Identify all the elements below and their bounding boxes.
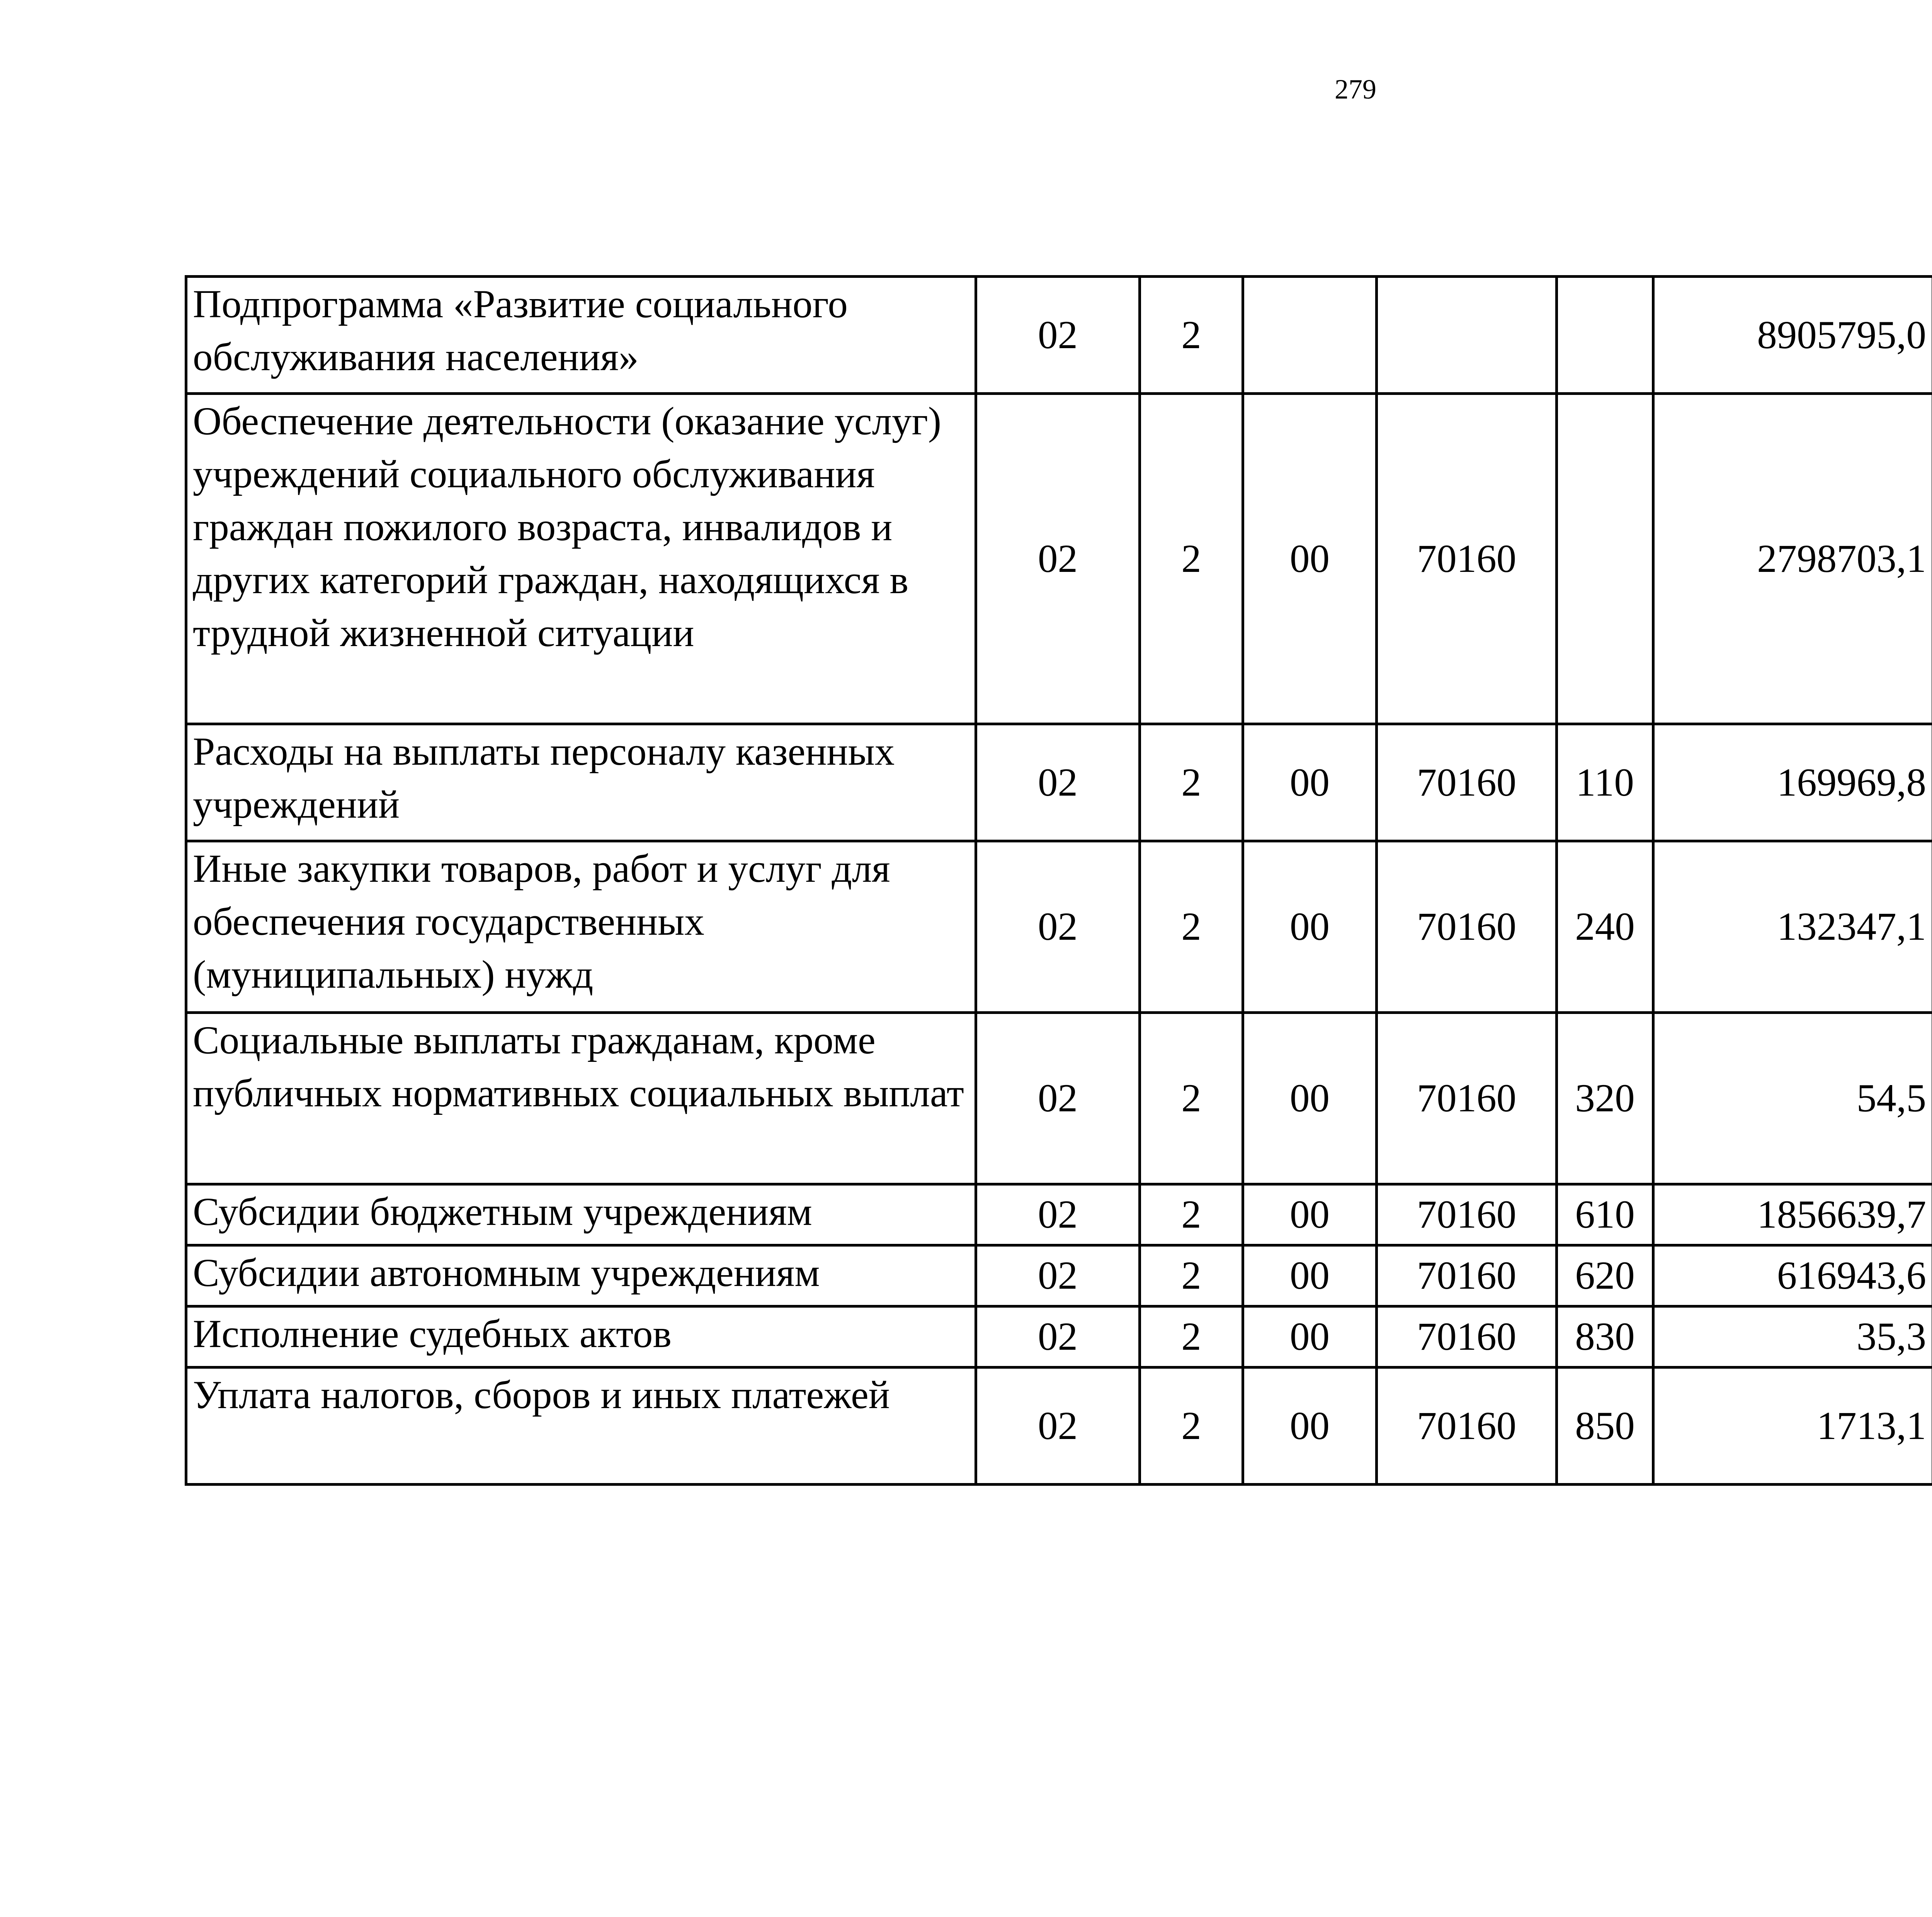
code-cell: 2	[1140, 841, 1243, 1013]
code-cell: 850	[1557, 1368, 1653, 1485]
code-cell: 00	[1243, 724, 1377, 841]
row-name: Уплата налогов, сборов и иных платежей	[186, 1368, 976, 1485]
code-cell: 2	[1140, 724, 1243, 841]
row-name: Обеспечение деятельности (оказание услуг) учреждений социального обслуживания граждан пожилого возраста, инвалидов и других категорий граждан, находящихся в трудной жизненной ситуации	[186, 394, 976, 724]
table-row	[186, 1184, 1932, 1245]
code-cell: 70160	[1377, 724, 1557, 841]
code-cell	[1377, 277, 1557, 394]
code-cell: 70160	[1377, 1013, 1557, 1184]
code-cell: 02	[976, 1184, 1140, 1245]
code-cell: 02	[976, 277, 1140, 394]
code-cell: 70160	[1377, 394, 1557, 724]
code-cell: 240	[1557, 841, 1653, 1013]
code-cell: 00	[1243, 1368, 1377, 1485]
code-cell: 70160	[1377, 1184, 1557, 1245]
table-row	[186, 724, 1932, 841]
code-cell	[1557, 277, 1653, 394]
code-cell: 2	[1140, 394, 1243, 724]
code-cell: 00	[1243, 1184, 1377, 1245]
code-cell: 02	[976, 1245, 1140, 1306]
amount-cell: 35,3	[1653, 1306, 1932, 1368]
table-row	[186, 277, 1932, 394]
code-cell: 2	[1140, 277, 1243, 394]
code-cell	[1557, 394, 1653, 724]
table-row	[186, 394, 1932, 724]
code-cell: 02	[976, 394, 1140, 724]
code-cell: 70160	[1377, 1245, 1557, 1306]
table-row	[186, 1245, 1932, 1306]
page-number: 279	[1335, 74, 1376, 105]
amount-cell: 1856639,7	[1653, 1184, 1932, 1245]
budget-table	[185, 275, 1932, 1486]
table-row	[186, 1368, 1932, 1485]
code-cell: 02	[976, 1013, 1140, 1184]
code-cell: 00	[1243, 1245, 1377, 1306]
code-cell: 2	[1140, 1184, 1243, 1245]
amount-cell: 132347,1	[1653, 841, 1932, 1013]
code-cell: 00	[1243, 1013, 1377, 1184]
table-row	[186, 1013, 1932, 1184]
code-cell: 320	[1557, 1013, 1653, 1184]
code-cell: 00	[1243, 1306, 1377, 1368]
amount-cell: 2798703,1	[1653, 394, 1932, 724]
code-cell: 00	[1243, 841, 1377, 1013]
code-cell: 70160	[1377, 841, 1557, 1013]
code-cell: 02	[976, 841, 1140, 1013]
table-row	[186, 1306, 1932, 1368]
code-cell: 110	[1557, 724, 1653, 841]
code-cell: 620	[1557, 1245, 1653, 1306]
row-name: Социальные выплаты гражданам, кроме публичных нормативных социальных выплат	[186, 1013, 976, 1184]
code-cell: 70160	[1377, 1306, 1557, 1368]
code-cell: 2	[1140, 1368, 1243, 1485]
code-cell: 2	[1140, 1245, 1243, 1306]
row-name: Иные закупки товаров, работ и услуг для обеспечения государственных (муниципальных) нужд	[186, 841, 976, 1013]
row-name: Субсидии автономным учреждениям	[186, 1245, 976, 1306]
code-cell: 830	[1557, 1306, 1653, 1368]
amount-cell: 169969,8	[1653, 724, 1932, 841]
table-row	[186, 841, 1932, 1013]
code-cell: 2	[1140, 1306, 1243, 1368]
code-cell: 2	[1140, 1013, 1243, 1184]
amount-cell: 1713,1	[1653, 1368, 1932, 1485]
row-name: Исполнение судебных актов	[186, 1306, 976, 1368]
row-name: Субсидии бюджетным учреждениям	[186, 1184, 976, 1245]
amount-cell: 8905795,0	[1653, 277, 1932, 394]
amount-cell: 54,5	[1653, 1013, 1932, 1184]
code-cell: 70160	[1377, 1368, 1557, 1485]
code-cell: 610	[1557, 1184, 1653, 1245]
row-name: Подпрограмма «Развитие социального обслуживания населения»	[186, 277, 976, 394]
code-cell	[1243, 277, 1377, 394]
amount-cell: 616943,6	[1653, 1245, 1932, 1306]
code-cell: 02	[976, 1368, 1140, 1485]
code-cell: 02	[976, 724, 1140, 841]
row-name: Расходы на выплаты персоналу казенных учреждений	[186, 724, 976, 841]
code-cell: 02	[976, 1306, 1140, 1368]
code-cell: 00	[1243, 394, 1377, 724]
